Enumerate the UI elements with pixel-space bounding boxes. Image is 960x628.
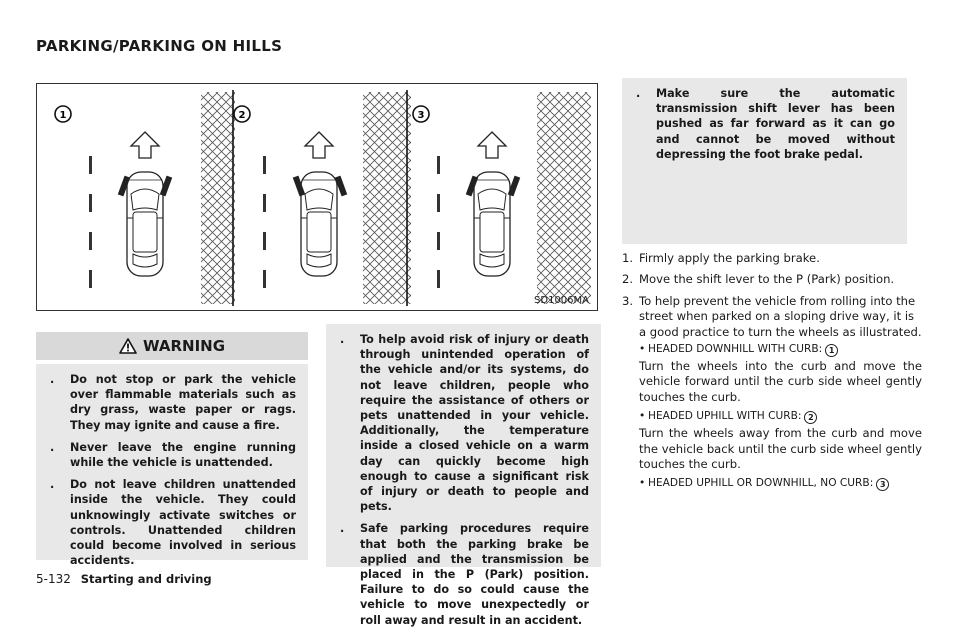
parking-figure [36,83,598,311]
procedure-steps [622,251,922,491]
figure-marker-2: 2 [238,110,246,121]
warning-label: WARNING [142,337,226,355]
warning-item: . Do not leave children unattended inside the vehicle. They could unknowingly activate switches or controls. Unattended children could become involved in serious accidents. [50,478,296,568]
section-name: Starting and driving [80,572,212,586]
case-marker-3: 3 [876,478,889,491]
case-marker-2: 2 [804,411,817,424]
figure-marker-3: 3 [417,110,425,121]
warning-triangle-icon [119,338,137,354]
warning-body-middle [326,324,601,627]
warning-item: . Make sure the automatic transmission shift lever has been pushed as far forward as it can go and cannot be moved without depressing the foot brake pedal. [636,87,895,161]
step-item: 3. To help prevent the vehicle from rolling into the street when parked on a sloping drive way, it is a good practice to turn the wheels as illustrated. [622,293,922,339]
warning-item: . Never leave the engine running while the vehicle is unattended. [50,440,296,470]
warning-item: . To help avoid risk of injury or death through unintended operation of the vehicle and/or its systems, do not leave children, people who require the assistance of others or pets unattended in your vehicle. Additionally, the temperature inside a closed vehicle on a warm day can quickly become high enough to cause a significant risk of injury or death to people and pets. [340,333,589,514]
step-item: 1. Firmly apply the parking brake. [622,251,820,265]
case-marker-1: 1 [825,344,838,357]
warning-header [36,332,308,360]
case-heading: • HEADED UPHILL OR DOWNHILL, NO CURB: 3 [622,476,922,491]
warning-body-right [622,78,907,244]
case-heading: • HEADED DOWNHILL WITH CURB: 1 [622,342,922,357]
warning-item: . Safe parking procedures require that both the parking brake be applied and the transmission be placed in the P (Park) position. Failure to do so could cause the vehicle to move unexpectedly or roll away and result in an accident. [340,522,589,627]
case-text: Turn the wheels into the curb and move the vehicle forward until the curb side wheel gently touches the curb. [639,359,922,404]
page-footer [36,572,212,586]
figure-id: SD1006MA [534,295,589,306]
page-title: PARKING/PARKING ON HILLS [36,37,283,55]
scene-1 [55,90,235,306]
scene-2 [234,90,411,306]
parking-illustration [37,84,596,309]
figure-marker-1: 1 [59,110,67,121]
case-heading: • HEADED UPHILL WITH CURB: 2 [622,409,922,424]
case-text: Turn the wheels away from the curb and move the vehicle back until the curb side wheel gently touches the curb. [639,426,922,472]
warning-body-left [36,364,308,568]
step-item: 2. Move the shift lever to the P (Park) position. [622,272,895,287]
page-number: 5-132 [36,572,71,586]
warning-item: . Do not stop or park the vehicle over flammable materials such as dry grass, waste paper or rags. They may ignite and cause a fire. [50,373,296,432]
scene-3 [413,92,591,304]
